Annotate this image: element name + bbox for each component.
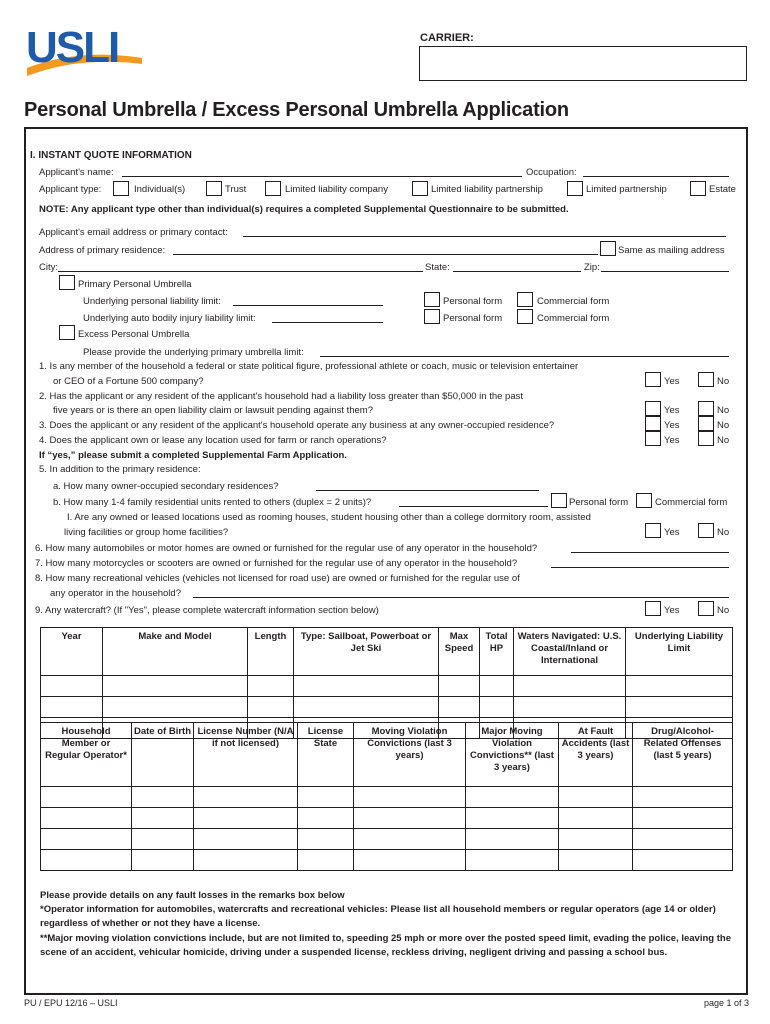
table-cell[interactable]	[466, 850, 559, 871]
table-cell[interactable]	[439, 697, 480, 718]
same-as-mailing-checkbox[interactable]	[600, 241, 616, 256]
type-individual-checkbox[interactable]	[113, 181, 129, 196]
q9-yes-label: Yes	[664, 605, 680, 616]
table-cell[interactable]	[248, 676, 294, 697]
table-cell[interactable]	[294, 697, 439, 718]
watercraft-header: Year	[41, 628, 103, 676]
q2-yes-label: Yes	[664, 405, 680, 416]
table-cell[interactable]	[626, 676, 733, 697]
liability-personal-form-label: Personal form	[443, 296, 503, 307]
page-title: Personal Umbrella / Excess Personal Umbrella Application	[24, 99, 569, 121]
table-cell[interactable]	[559, 787, 633, 808]
table-cell[interactable]	[514, 676, 626, 697]
question-2-cont: five years or is there an open liability claim or lawsuit pending against them?	[53, 405, 373, 416]
q9-no-checkbox[interactable]	[698, 601, 714, 616]
q5b-commercial-form-label: Commercial form	[655, 497, 728, 508]
question-2: 2. Has the applicant or any resident of the applicant's household had a liability loss greater than $50,000 in the past	[39, 391, 523, 402]
q9-no-label: No	[717, 605, 730, 616]
q5bi-no-label: No	[717, 527, 730, 538]
liability-commercial-form-label: Commercial form	[537, 296, 610, 307]
question-9: 9. Any watercraft? (If "Yes", please complete watercraft information section below)	[35, 605, 379, 616]
table-row	[41, 808, 733, 829]
liability-commercial-form-checkbox[interactable]	[517, 292, 533, 307]
type-llp-label: Limited liability partnership	[431, 184, 543, 195]
table-cell[interactable]	[41, 829, 132, 850]
state-field[interactable]	[453, 271, 581, 272]
type-lp-checkbox[interactable]	[567, 181, 583, 196]
table-row	[41, 850, 733, 871]
underlying-primary-field[interactable]	[320, 356, 729, 357]
table-cell[interactable]	[354, 787, 466, 808]
table-cell[interactable]	[41, 850, 132, 871]
table-cell[interactable]	[103, 676, 248, 697]
table-cell[interactable]	[41, 787, 132, 808]
underlying-liability-field[interactable]	[233, 305, 383, 306]
q7-field[interactable]	[551, 567, 729, 568]
q3-no-checkbox[interactable]	[698, 416, 714, 431]
q6-field[interactable]	[571, 552, 729, 553]
table-cell[interactable]	[248, 697, 294, 718]
address-field[interactable]	[173, 254, 598, 255]
applicant-name-field[interactable]	[122, 176, 522, 177]
table-cell[interactable]	[41, 697, 103, 718]
table-cell[interactable]	[41, 676, 103, 697]
table-cell[interactable]	[194, 829, 298, 850]
occupation-field[interactable]	[583, 176, 729, 177]
excess-umbrella-label: Excess Personal Umbrella	[78, 329, 190, 340]
applicant-type-note: NOTE: Any applicant type other than individual(s) requires a completed Supplemental Questionnaire to be submitted.	[39, 204, 569, 215]
table-cell[interactable]	[194, 850, 298, 871]
question-1-cont: or CEO of a Fortune 500 company?	[53, 376, 204, 387]
auto-personal-form-label: Personal form	[443, 313, 503, 324]
question-4: 4. Does the applicant own or lease any location used for farm or ranch operations?	[39, 435, 387, 446]
watercraft-header: Underlying Liability Limit	[626, 628, 733, 676]
operator-header: Major Moving Violation Convictions** (last 3 years)	[466, 723, 559, 787]
q5b-field[interactable]	[399, 506, 548, 507]
table-cell[interactable]	[194, 787, 298, 808]
table-cell[interactable]	[633, 787, 733, 808]
watercraft-header: Length	[248, 628, 294, 676]
q4-yes-checkbox[interactable]	[645, 431, 661, 446]
table-cell[interactable]	[466, 787, 559, 808]
table-row	[41, 676, 733, 697]
question-6: 6. How many automobiles or motor homes are owned or furnished for the regular use of any operator in the household?	[35, 543, 538, 554]
q2-yes-checkbox[interactable]	[645, 401, 661, 416]
table-cell[interactable]	[559, 808, 633, 829]
city-label: City:	[39, 262, 58, 273]
underlying-liability-label: Underlying personal liability limit:	[83, 296, 221, 307]
q8-field[interactable]	[193, 597, 729, 598]
carrier-field[interactable]	[419, 46, 747, 81]
question-5a: a. How many owner-occupied secondary residences?	[53, 481, 279, 492]
question-5: 5. In addition to the primary residence:	[39, 464, 201, 475]
table-cell[interactable]	[354, 808, 466, 829]
table-cell[interactable]	[480, 697, 514, 718]
city-field[interactable]	[58, 271, 423, 272]
question-1: 1. Is any member of the household a federal or state political figure, professional athlete or coach, music or television entertainer	[39, 361, 579, 372]
address-label: Address of primary residence:	[39, 245, 166, 256]
type-individual-label: Individual(s)	[134, 184, 186, 195]
table-cell[interactable]	[559, 829, 633, 850]
table-cell[interactable]	[298, 829, 354, 850]
table-cell[interactable]	[294, 676, 439, 697]
table-cell[interactable]	[298, 787, 354, 808]
q2-no-label: No	[717, 405, 730, 416]
q3-yes-label: Yes	[664, 420, 680, 431]
table-cell[interactable]	[466, 829, 559, 850]
q2-no-checkbox[interactable]	[698, 401, 714, 416]
table-cell[interactable]	[439, 676, 480, 697]
operator-header: License State	[298, 723, 354, 787]
q1-no-checkbox[interactable]	[698, 372, 714, 387]
table-cell[interactable]	[354, 829, 466, 850]
question-8: 8. How many recreational vehicles (vehicles not licensed for road use) are owned or furnished for the regular use of	[35, 573, 520, 584]
table-cell[interactable]	[132, 850, 194, 871]
state-label: State:	[425, 262, 450, 273]
type-estate-checkbox[interactable]	[690, 181, 706, 196]
page-number: page 1 of 3	[704, 998, 750, 1008]
type-llc-checkbox[interactable]	[265, 181, 281, 196]
table-cell[interactable]	[194, 808, 298, 829]
occupation-label: Occupation:	[526, 167, 577, 178]
zip-field[interactable]	[601, 271, 729, 272]
q4-no-checkbox[interactable]	[698, 431, 714, 446]
question-7: 7. How many motorcycles or scooters are owned or furnished for the regular use of any operator in the household?	[35, 558, 518, 569]
watercraft-header: Max Speed	[439, 628, 480, 676]
table-cell[interactable]	[354, 850, 466, 871]
operator-header: Date of Birth	[132, 723, 194, 787]
q1-yes-label: Yes	[664, 376, 680, 387]
table-cell[interactable]	[103, 697, 248, 718]
note-fault-losses: Please provide details on any fault losses in the remarks box below	[40, 890, 345, 901]
watercraft-header: Waters Navigated: U.S. Coastal/Inland or International	[514, 628, 626, 676]
type-llc-label: Limited liability company	[285, 184, 388, 195]
watercraft-header: Type: Sailboat, Powerboat or Jet Ski	[294, 628, 439, 676]
usli-logo	[24, 18, 144, 80]
type-trust-checkbox[interactable]	[206, 181, 222, 196]
table-row	[41, 697, 733, 718]
table-cell[interactable]	[559, 850, 633, 871]
q5b-commercial-form-checkbox[interactable]	[636, 493, 652, 508]
email-label: Applicant's email address or primary contact:	[39, 227, 228, 238]
watercraft-header: Total HP	[480, 628, 514, 676]
table-cell[interactable]	[633, 829, 733, 850]
applicant-type-label: Applicant type:	[39, 184, 102, 195]
table-row	[41, 829, 733, 850]
table-cell[interactable]	[466, 808, 559, 829]
note-operator-info: *Operator information for automobiles, watercrafts and recreational vehicles: Please list all household members or regular operators (age 14 or older) regardless of whether or not they have a license.	[40, 904, 716, 929]
watercraft-header: Make and Model	[103, 628, 248, 676]
table-cell[interactable]	[298, 808, 354, 829]
table-cell[interactable]	[298, 850, 354, 871]
q9-yes-checkbox[interactable]	[645, 601, 661, 616]
q4-yes-label: Yes	[664, 435, 680, 446]
carrier-label: CARRIER:	[420, 32, 474, 44]
auto-personal-form-checkbox[interactable]	[424, 309, 440, 324]
type-trust-label: Trust	[225, 184, 247, 195]
underlying-auto-label: Underlying auto bodily injury liability limit:	[83, 313, 256, 324]
table-cell[interactable]	[132, 787, 194, 808]
applicant-name-label: Applicant's name:	[39, 167, 114, 178]
primary-umbrella-label: Primary Personal Umbrella	[78, 279, 192, 290]
question-8-cont: any operator in the household?	[50, 588, 181, 599]
same-as-mailing-label: Same as mailing address	[618, 245, 725, 256]
operator-header: Drug/Alcohol-Related Offenses (last 5 years)	[633, 723, 733, 787]
zip-label: Zip:	[584, 262, 600, 273]
type-llp-checkbox[interactable]	[412, 181, 428, 196]
operator-table	[40, 722, 733, 871]
form-id: PU / EPU 12/16 – USLI	[24, 998, 118, 1008]
operator-header: At Fault Accidents (last 3 years)	[559, 723, 633, 787]
question-3: 3. Does the applicant or any resident of the applicant's household operate any business at any owner-occupied residence?	[39, 420, 555, 431]
operator-header: Moving Violation Convictions (last 3 years)	[354, 723, 466, 787]
excess-umbrella-checkbox[interactable]	[59, 325, 75, 340]
email-field[interactable]	[243, 236, 726, 237]
note-major-violations: **Major moving violation convictions include, but are not limited to, speeding 25 mph or more over the posted speed limit, evading the police, leaving the scene of an accident, vehicular homicide, driving under a suspended license, reckless driving, negligent driving and passing a school bus.	[40, 933, 731, 958]
q5bi-yes-label: Yes	[664, 527, 680, 538]
q4-no-label: No	[717, 435, 730, 446]
type-lp-label: Limited partnership	[586, 184, 667, 195]
table-cell[interactable]	[514, 697, 626, 718]
q5b-personal-form-label: Personal form	[569, 497, 629, 508]
q3-yes-checkbox[interactable]	[645, 416, 661, 431]
table-cell[interactable]	[132, 829, 194, 850]
underlying-auto-field[interactable]	[272, 322, 383, 323]
table-cell[interactable]	[480, 676, 514, 697]
table-cell[interactable]	[626, 697, 733, 718]
q3-no-label: No	[717, 420, 730, 431]
table-cell[interactable]	[633, 850, 733, 871]
primary-umbrella-checkbox[interactable]	[59, 275, 75, 290]
farm-note: If “yes,” please submit a completed Supplemental Farm Application.	[39, 450, 347, 461]
q5a-field[interactable]	[316, 490, 539, 491]
table-cell[interactable]	[132, 808, 194, 829]
auto-commercial-form-label: Commercial form	[537, 313, 610, 324]
q5bi-yes-checkbox[interactable]	[645, 523, 661, 538]
section-heading: I. INSTANT QUOTE INFORMATION	[30, 150, 192, 161]
q5bi-no-checkbox[interactable]	[698, 523, 714, 538]
operator-header: Household Member or Regular Operator*	[41, 723, 132, 787]
liability-personal-form-checkbox[interactable]	[424, 292, 440, 307]
auto-commercial-form-checkbox[interactable]	[517, 309, 533, 324]
q1-yes-checkbox[interactable]	[645, 372, 661, 387]
logo-text: USLI	[26, 23, 119, 72]
type-estate-label: Estate	[709, 184, 736, 195]
question-5b-i: I. Are any owned or leased locations used as rooming houses, student housing other than a college dormitory room, assisted	[67, 512, 591, 523]
table-cell[interactable]	[41, 808, 132, 829]
table-row	[41, 787, 733, 808]
q1-no-label: No	[717, 376, 730, 387]
operator-header: License Number (N/A if not licensed)	[194, 723, 298, 787]
underlying-primary-label: Please provide the underlying primary umbrella limit:	[83, 347, 304, 358]
question-5b-i-cont: living facilities or group home facilities?	[64, 527, 229, 538]
question-5b: b. How many 1-4 family residential units rented to others (duplex = 2 units)?	[53, 497, 372, 508]
q5b-personal-form-checkbox[interactable]	[551, 493, 567, 508]
table-cell[interactable]	[633, 808, 733, 829]
